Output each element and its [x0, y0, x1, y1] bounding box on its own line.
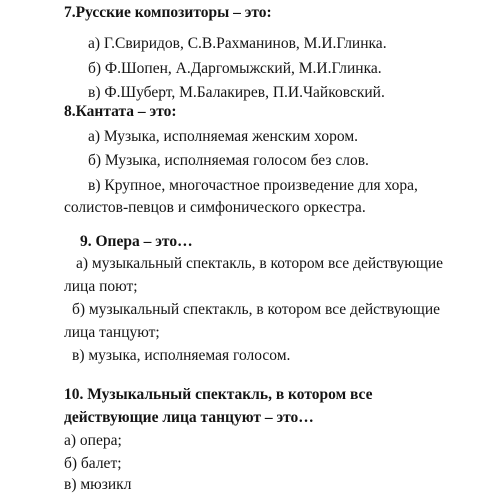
question-9-option-b: б) музыкальный спектакль, в котором все действующие [72, 301, 441, 318]
question-8-option-c: в) Крупное, многочастное произведение для хора, [88, 177, 418, 194]
question-8-title: 8.Кантата – это: [64, 103, 177, 120]
question-9-option-a-continued: лица поют; [64, 278, 138, 295]
question-10-option-a: а) опера; [64, 432, 122, 449]
question-7-title: 7.Русские композиторы – это: [64, 4, 272, 21]
question-7-option-b: б) Ф.Шопен, А.Даргомыжский, М.И.Глинка. [88, 60, 382, 77]
question-8-option-c-continued: солистов-певцов и симфонического оркестра. [64, 199, 366, 216]
question-10-option-c: в) мюзикл [64, 476, 132, 493]
question-8-option-a: а) Музыка, исполняемая женским хором. [88, 128, 359, 145]
question-9-title: 9. Опера – это… [80, 233, 193, 250]
question-10-option-b: б) балет; [64, 455, 122, 472]
question-9-option-a: а) музыкальный спектакль, в котором все действующие [76, 255, 443, 272]
question-10-title-line-1: 10. Музыкальный спектакль, в котором все [64, 386, 373, 403]
question-7-option-a: а) Г.Свиридов, С.В.Рахманинов, М.И.Глинка. [88, 35, 387, 52]
question-8-option-b: б) Музыка, исполняемая голосом без слов. [88, 152, 369, 169]
question-10-title-line-2: действующие лица танцуют – это… [64, 409, 314, 426]
question-9-option-c: в) музыка, исполняемая голосом. [72, 347, 291, 364]
question-9-option-b-continued: лица танцуют; [64, 324, 160, 341]
question-7-option-c: в) Ф.Шуберт, М.Балакирев, П.И.Чайковский. [88, 84, 385, 101]
